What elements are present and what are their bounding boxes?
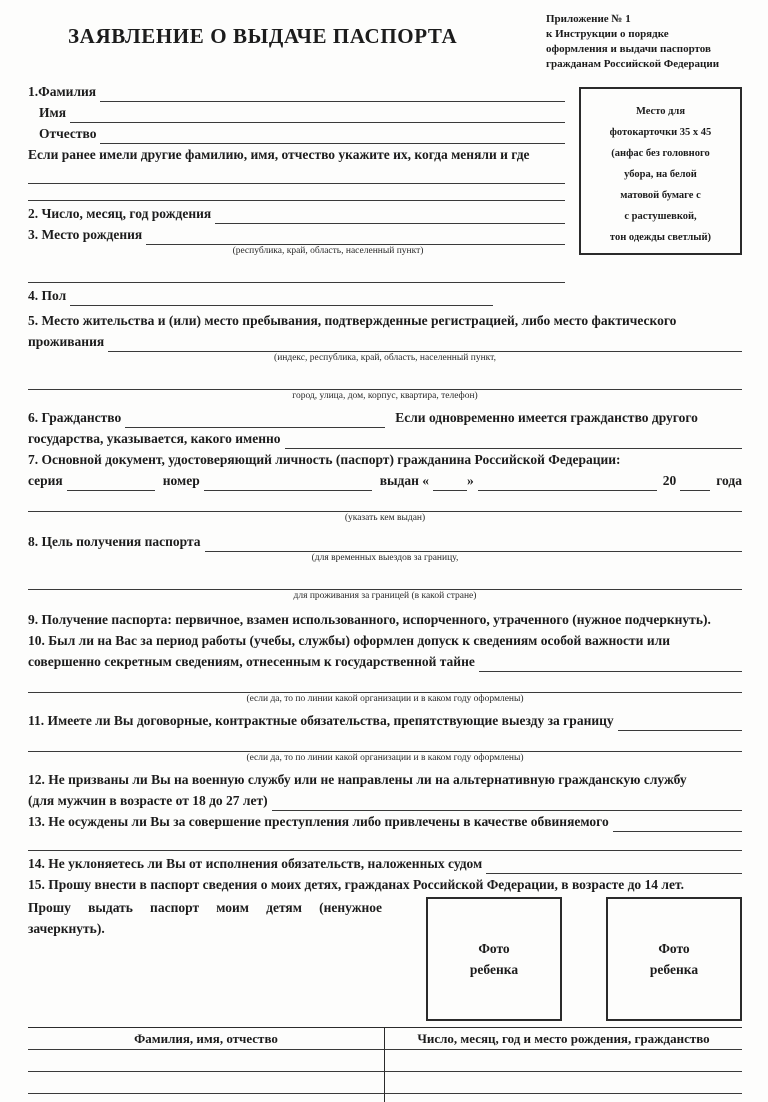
field-children [28, 874, 742, 1021]
firstname-label: Имя [39, 105, 66, 121]
internal-passport-title: 7. Основной документ, удостоверяющий личность (паспорт) гражданина Российской Федерации: [28, 452, 621, 468]
birthplace-label: 3. Место рождения [28, 227, 143, 243]
field-military-service [28, 769, 742, 811]
issue-month-blank-line [478, 474, 657, 491]
year-suffix: года [716, 473, 742, 489]
field-purpose [28, 531, 742, 603]
military-service-age-note: (для мужчин в возрасте от 18 до 27 лет) [28, 793, 268, 809]
child-photo-placeholder-2: Фото ребенка [606, 897, 742, 1021]
annex-line: гражданам Российской Федерации [546, 57, 720, 70]
field-issue-type: 9. Получение паспорта: первичное, взамен использованного, испорченного, утраченного (нужное подчеркнуть). [28, 612, 711, 628]
internal-passport-details [28, 470, 742, 491]
purpose-hint-2: для проживания за границей (в какой стране) [293, 591, 477, 602]
year-blank-line [680, 474, 710, 491]
patronymic-blank-line [100, 127, 565, 144]
field-court-obligations [28, 853, 742, 874]
form-title: ЗАЯВЛЕНИЕ О ВЫДАЧЕ ПАСПОРТА [68, 24, 458, 48]
field-birthdate [28, 203, 565, 224]
quote-close: » [467, 473, 474, 489]
contract-obligations-hint: (если да, то по линии какой организации и в каком году оформлены) [246, 753, 524, 764]
surname-label: 1.Фамилия [28, 84, 97, 100]
issuer-blank-line [28, 497, 742, 512]
annex-line: к Инструкции о порядке [546, 27, 669, 40]
military-service-blank-line [272, 794, 742, 811]
annex-note [546, 8, 742, 71]
contract-obligations-blank-line [618, 714, 742, 731]
purpose-label: 8. Цель получения паспорта [28, 534, 201, 550]
previous-names-blank-line [28, 169, 565, 184]
citizenship-other-blank-line [285, 432, 742, 449]
children-name-column-header: Фамилия, имя, отчество [28, 1028, 385, 1050]
field-patronymic [28, 123, 565, 144]
children-request-line1: 15. Прошу внести в паспорт сведения о моих детях, гражданах Российской Федерации, в возрасте до 14 лет. [28, 877, 684, 893]
citizenship-other-label: государства, указывается, какого именно [28, 431, 281, 447]
court-obligations-label: 14. Не уклоняетесь ли Вы от исполнения обязательств, наложенных судом [28, 856, 483, 872]
firstname-blank-line [70, 106, 565, 123]
purpose-hint-1: (для временных выездов за границу, [311, 553, 459, 564]
previous-names-note: Если ранее имели другие фамилию, имя, отчество укажите их, когда меняли и где [28, 147, 530, 163]
contract-obligations-line [28, 710, 742, 731]
residence-line2 [28, 331, 742, 352]
previous-names-blank-line [28, 186, 565, 201]
sex-label: 4. Пол [28, 288, 67, 304]
purpose-blank-line [28, 575, 742, 590]
state-secrets-blank-line [479, 655, 742, 672]
convictions-blank-line [28, 836, 742, 851]
children-table-row [28, 1072, 742, 1094]
convictions-blank-line [613, 815, 742, 832]
issue-day-blank-line [433, 474, 467, 491]
number-blank-line [204, 474, 372, 491]
state-secrets-blank-line [28, 678, 742, 693]
court-obligations-blank-line [486, 857, 742, 874]
field-sex [28, 285, 565, 306]
issuer-hint: (указать кем выдан) [344, 513, 426, 524]
child-photo-placeholder-1: Фото ребенка [426, 897, 562, 1021]
purpose-line [28, 531, 742, 552]
field-convictions [28, 811, 742, 851]
applicant-photo-placeholder: Место для фотокарточки 35 х 45 (анфас без головного убора, на белой матовой бумаге с с растушевкой, тон одежды светлый) [579, 87, 742, 255]
children-table [28, 1027, 742, 1102]
sex-blank-line [70, 289, 493, 306]
contract-obligations-blank-line [28, 737, 742, 752]
children-request-line2: Прошу выдать паспорт моим детям (ненужное зачеркнуть). [28, 900, 382, 937]
convictions-line [28, 811, 742, 832]
military-service-line1: 12. Не призваны ли Вы на военную службу или не направлены ли на альтернативную гражданскую службу [28, 772, 687, 788]
children-birth-column-header: Число, месяц, год и место рождения, гражданство [385, 1028, 742, 1050]
issued-label: выдан « [379, 473, 430, 489]
military-service-line2 [28, 790, 742, 811]
residence-blank-line [108, 335, 742, 352]
annex-line: Приложение № 1 [546, 13, 631, 25]
annex-line: оформления и выдачи паспортов [546, 42, 711, 55]
series-blank-line [67, 474, 155, 491]
state-secrets-hint: (если да, то по линии какой организации и в каком году оформлены) [246, 694, 524, 705]
state-secrets-line2 [28, 651, 742, 672]
purpose-blank-line [205, 535, 742, 552]
field-citizenship [28, 407, 742, 449]
number-label: номер [162, 473, 200, 489]
field-residence [28, 310, 742, 403]
residence-hint-2: город, улица, дом, корпус, квартира, телефон) [292, 391, 478, 402]
patronymic-label: Отчество [39, 126, 97, 142]
year-prefix: 20 [662, 473, 677, 489]
convictions-label: 13. Не осуждены ли Вы за совершение преступления либо привлечены в качестве обвиняемого [28, 814, 609, 830]
field-firstname [28, 102, 565, 123]
citizenship-note: Если одновременно имеется гражданство другого [395, 410, 698, 426]
residence-label: проживания [28, 334, 105, 350]
field-birthplace [28, 224, 565, 245]
residence-text-line1: 5. Место жительства и (или) место пребывания, подтвержденные регистрацией, либо место фактического [28, 313, 677, 329]
birthplace-blank-line [146, 228, 565, 245]
field-state-secrets [28, 630, 742, 706]
state-secrets-line1: 10. Был ли на Вас за период работы (учебы, службы) оформлен допуск к сведениям особой важности или [28, 633, 670, 649]
birthplace-blank-line [28, 268, 565, 283]
citizenship-blank-line [125, 411, 385, 428]
state-secrets-label2: совершенно секретным сведениям, отнесенным к государственной тайне [28, 654, 475, 670]
field-internal-passport [28, 449, 742, 525]
field-surname [28, 81, 565, 102]
children-table-row [28, 1050, 742, 1072]
field-contract-obligations [28, 710, 742, 765]
children-table-row [28, 1094, 742, 1102]
form-header [28, 8, 742, 71]
birthdate-blank-line [215, 207, 565, 224]
birthdate-label: 2. Число, месяц, год рождения [28, 206, 212, 222]
surname-blank-line [100, 85, 565, 102]
birthplace-hint: (республика, край, область, населенный пункт) [232, 246, 424, 257]
citizenship-line1 [28, 407, 742, 428]
residence-hint-1: (индекс, республика, край, область, населенный пункт, [274, 353, 496, 364]
citizenship-label: 6. Гражданство [28, 410, 122, 426]
residence-blank-line [28, 375, 742, 390]
children-table-header [28, 1028, 742, 1050]
series-label: серия [28, 473, 63, 489]
citizenship-line2 [28, 428, 742, 449]
personal-data-section [28, 81, 742, 306]
contract-obligations-label: 11. Имеете ли Вы договорные, контрактные обязательства, препятствующие выезду за границу [28, 713, 614, 729]
